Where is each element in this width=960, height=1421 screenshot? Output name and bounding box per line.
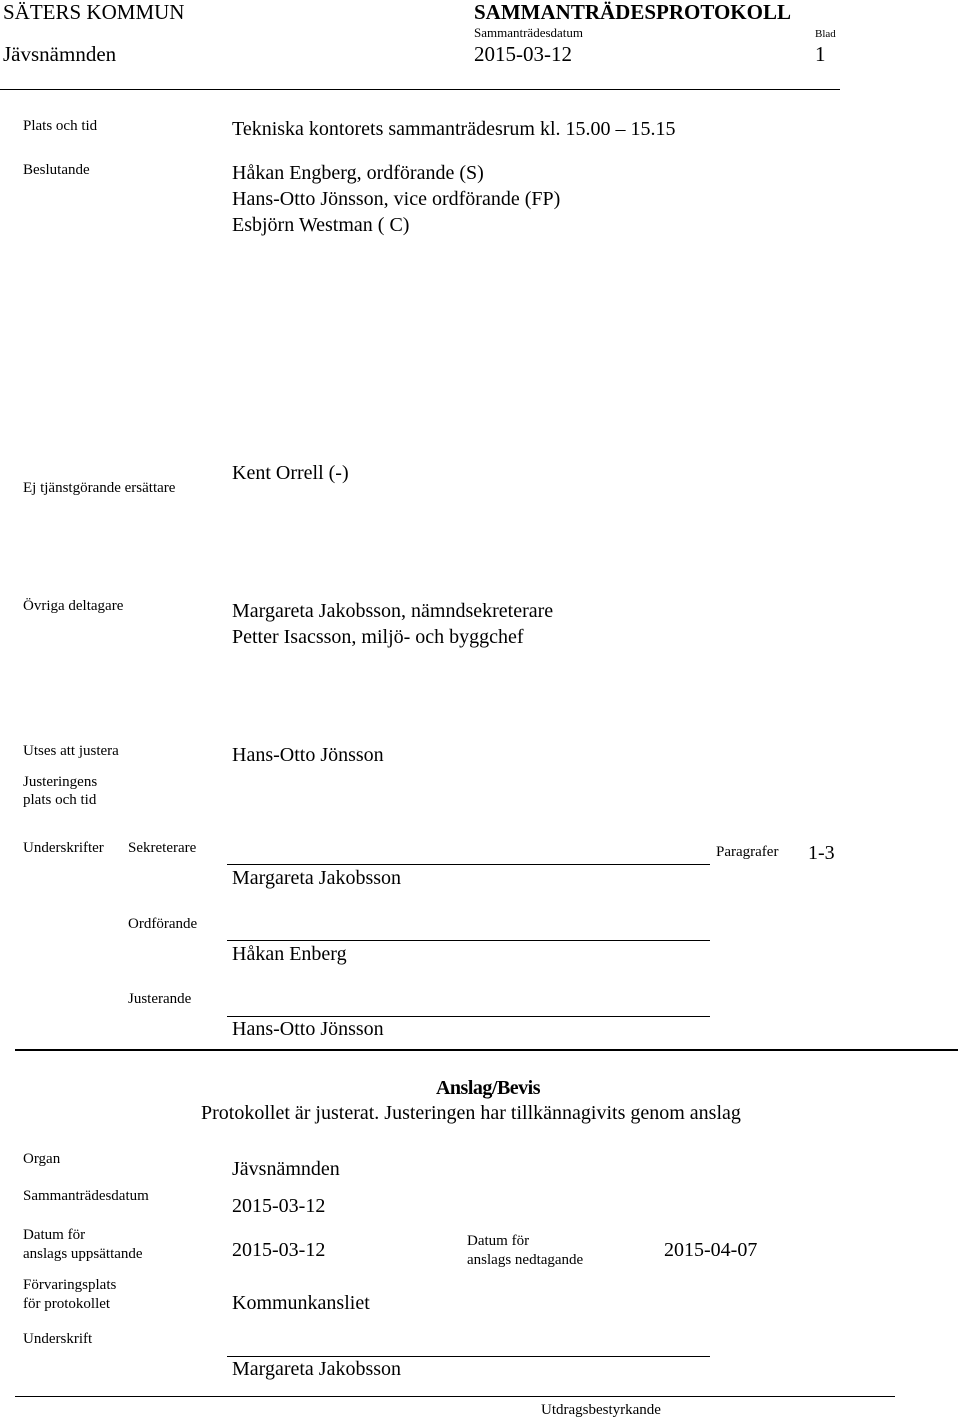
meeting-date-label: Sammanträdesdatum bbox=[23, 1188, 149, 1204]
adjuster-value: Hans-Otto Jönsson bbox=[232, 744, 384, 766]
notice-title: Anslag/Bevis bbox=[435, 1077, 541, 1099]
footer-divider bbox=[15, 1396, 895, 1397]
secretary-label: Sekreterare bbox=[128, 840, 197, 856]
other-participant: Petter Isacsson, miljö- och byggchef bbox=[232, 626, 524, 648]
notice-subtitle: Protokollet är justerat. Justeringen har tillkännagivits genom anslag bbox=[201, 1102, 741, 1124]
signature-label: Underskrift bbox=[23, 1331, 93, 1347]
removed-value: 2015-04-07 bbox=[664, 1239, 758, 1261]
certification-label: Utdragsbestyrkande bbox=[541, 1402, 661, 1418]
notice-signature-line bbox=[227, 1356, 710, 1357]
secretary-signature-line bbox=[227, 864, 710, 865]
place-label: Plats och tid bbox=[23, 118, 98, 134]
others-label: Övriga deltagare bbox=[23, 598, 124, 614]
meeting-date-value: 2015-03-12 bbox=[232, 1195, 326, 1217]
signatures-adjuster-name: Hans-Otto Jönsson bbox=[232, 1018, 384, 1040]
section-divider bbox=[15, 1049, 958, 1051]
header-committee: Jävsnämnden bbox=[3, 42, 117, 66]
chair-name: Håkan Enberg bbox=[232, 943, 347, 965]
organ-label: Organ bbox=[23, 1151, 61, 1167]
chair-label: Ordförande bbox=[128, 916, 198, 932]
substitutes-value: Kent Orrell (-) bbox=[232, 462, 349, 484]
document-type: SAMMANTRÄDESPROTOKOLL bbox=[474, 0, 791, 24]
paragraphs-value: 1-3 bbox=[808, 842, 835, 864]
header-sheet-label: Blad bbox=[815, 28, 836, 40]
signature-name: Margareta Jakobsson bbox=[232, 1358, 402, 1380]
posted-label: Datum för anslags uppsättande bbox=[23, 1227, 143, 1262]
adjuster-signature-line bbox=[227, 1016, 710, 1017]
header-date: 2015-03-12 bbox=[474, 42, 572, 66]
deciding-member: Esbjörn Westman ( C) bbox=[232, 214, 410, 236]
other-participant: Margareta Jakobsson, nämndsekreterare bbox=[232, 600, 554, 622]
header-sheet-number: 1 bbox=[815, 42, 826, 66]
municipality-name: SÄTERS KOMMUN bbox=[3, 0, 185, 24]
header-divider bbox=[0, 89, 840, 90]
header-date-label: Sammanträdesdatum bbox=[474, 25, 584, 40]
posted-value: 2015-03-12 bbox=[232, 1239, 326, 1261]
storage-value: Kommunkansliet bbox=[232, 1292, 370, 1314]
place-value: Tekniska kontorets sammanträdesrum kl. 15.00 – 15.15 bbox=[232, 118, 676, 140]
signatures-adjuster-label: Justerande bbox=[128, 991, 192, 1007]
deciding-label: Beslutande bbox=[23, 162, 90, 178]
paragraphs-label: Paragrafer bbox=[716, 844, 779, 860]
deciding-member: Hans-Otto Jönsson, vice ordförande (FP) bbox=[232, 188, 561, 210]
adjust-place-label: Justeringens plats och tid bbox=[23, 774, 98, 808]
adjuster-label: Utses att justera bbox=[23, 743, 119, 759]
organ-value: Jävsnämnden bbox=[232, 1158, 340, 1180]
signatures-label: Underskrifter bbox=[23, 840, 104, 856]
storage-label: Förvaringsplats för protokollet bbox=[23, 1277, 117, 1312]
deciding-member: Håkan Engberg, ordförande (S) bbox=[232, 162, 484, 184]
secretary-name: Margareta Jakobsson bbox=[232, 867, 402, 889]
removed-label: Datum för anslags nedtagande bbox=[467, 1233, 584, 1268]
substitutes-label: Ej tjänstgörande ersättare bbox=[23, 480, 176, 496]
chair-signature-line bbox=[227, 940, 710, 941]
